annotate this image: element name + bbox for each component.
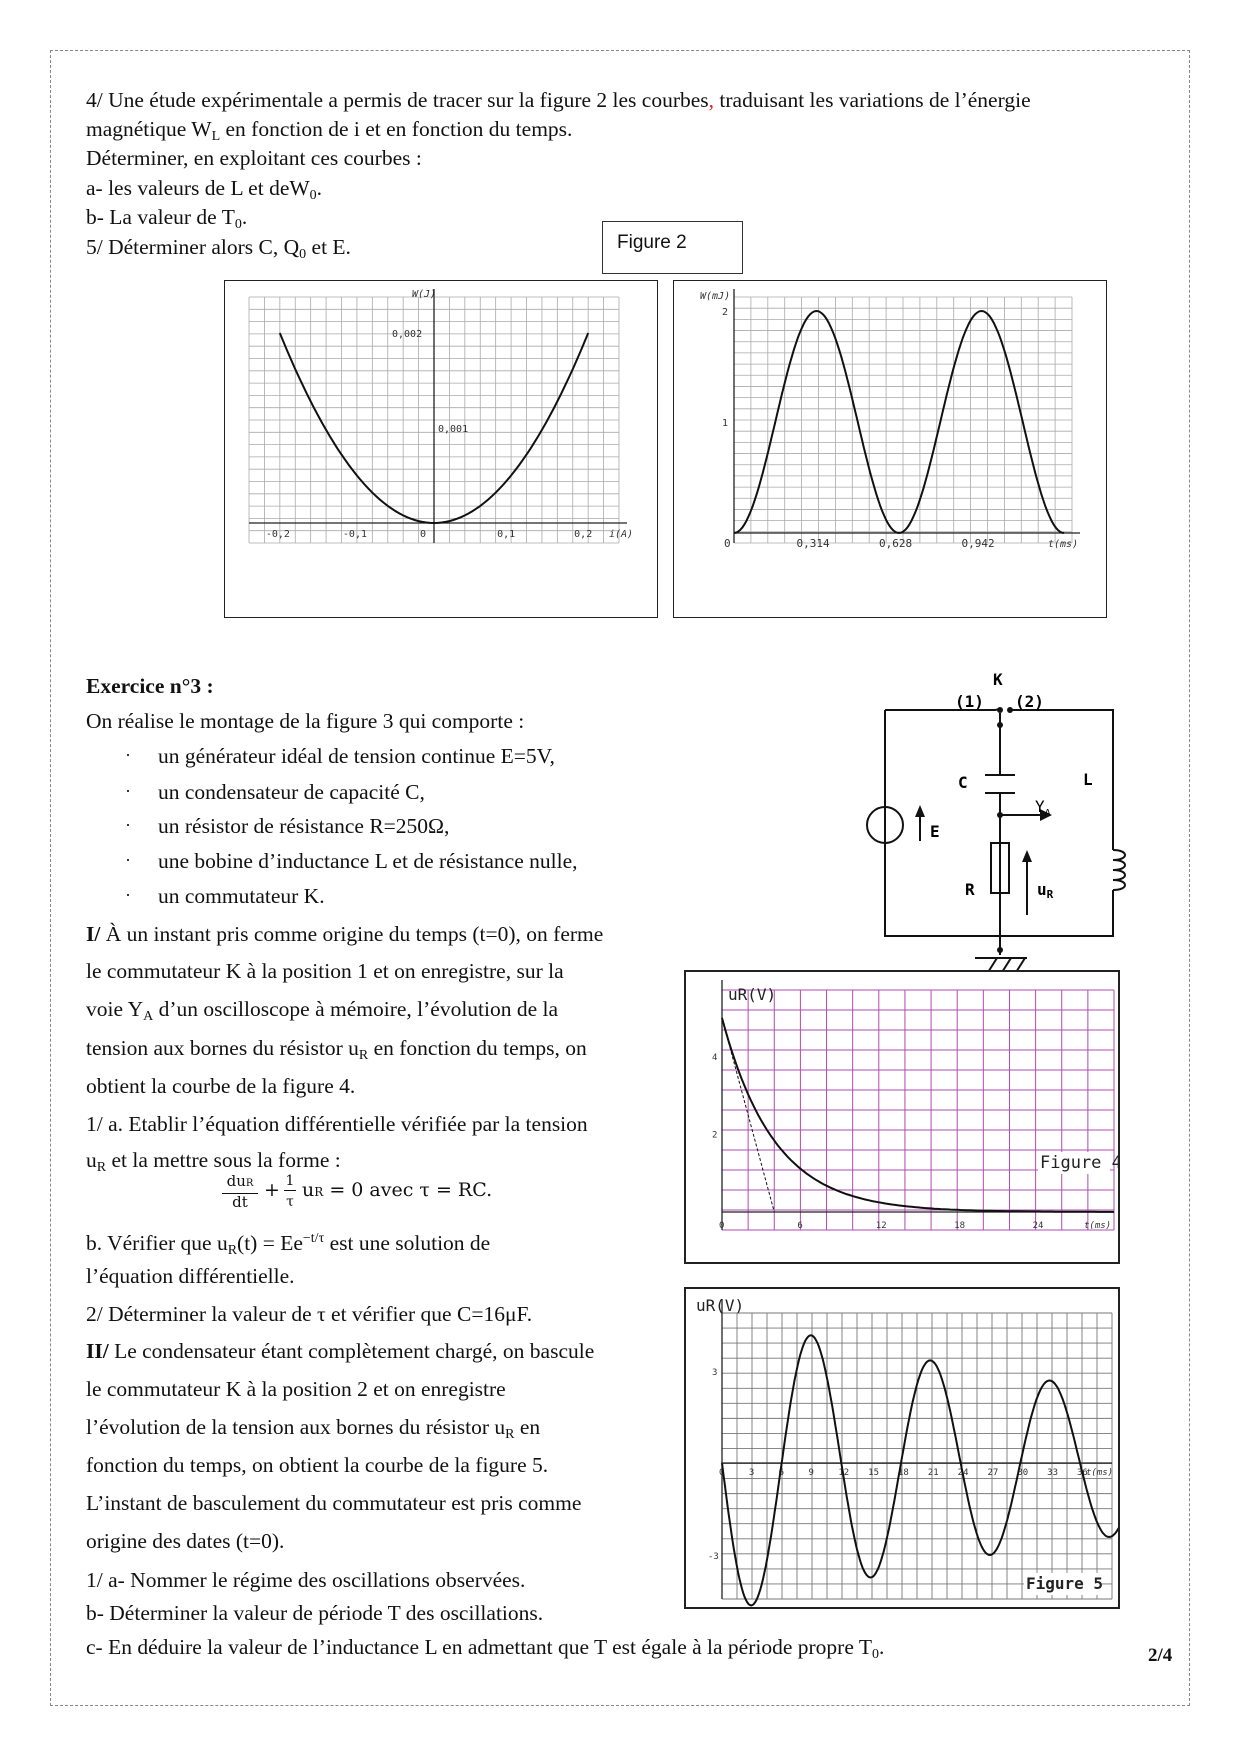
x-tick-label: 21 <box>927 1468 939 1478</box>
part-I-line2: le commutateur K à la position 1 et on enregistre, sur la <box>86 959 564 983</box>
x-tick-label: 18 <box>898 1468 909 1478</box>
figure2-label: Figure 2 <box>602 221 743 274</box>
y-axis-label: W(mJ) <box>700 291 731 302</box>
curve-uR-decay <box>722 1018 1114 1212</box>
bullet: · <box>125 815 131 835</box>
exercise3-title: Exercice n°3 : <box>86 674 214 698</box>
figure2a-chart <box>225 281 657 617</box>
exercise3-intro: On réalise le montage de la figure 3 qui comporte : <box>86 709 525 733</box>
x-tick-label: 24 <box>1032 1221 1044 1231</box>
x-axis-label: t(ms) <box>1048 539 1079 550</box>
bullet: · <box>125 850 131 870</box>
switch-pivot <box>997 707 1003 713</box>
figure3-circuit <box>855 665 1135 995</box>
x-tick-label: 0 <box>719 1468 725 1478</box>
node-probe <box>997 812 1003 818</box>
x-tick-label: 12 <box>838 1468 850 1478</box>
x-tick-label: 0,314 <box>796 537 830 550</box>
x-axis-label: t(ms) <box>1084 1221 1112 1231</box>
y-tick-label: 3 <box>712 1368 718 1378</box>
capacitor-plates <box>985 775 1015 793</box>
y-tick-label: 4 <box>712 1052 718 1063</box>
part-I-line5: obtient la courbe de la figure 4. <box>86 1074 356 1098</box>
x-axis-label: i(A) <box>609 529 634 540</box>
part-I-line3: voie $Y_A$ d’un oscilloscope à mémoire, l’évolution de la <box>86 997 559 1024</box>
eq-plus: + <box>264 1179 280 1201</box>
x-tick-label: 6 <box>778 1468 785 1478</box>
curve-W-t <box>734 311 1064 533</box>
y-tick-label: 0,002 <box>392 329 423 340</box>
probe-YA-label: $Y_A$ <box>1035 797 1051 819</box>
y-tick-label: -3 <box>708 1552 719 1562</box>
switch-contact <box>1007 707 1013 713</box>
q1a-line2: $u_R$ et la mettre sous la forme : <box>86 1148 341 1175</box>
q3a: 1/ a- Nommer le régime des oscillations observées. <box>86 1568 526 1592</box>
capacitor-label: C <box>958 773 968 792</box>
x-tick-label: 33 <box>1047 1468 1059 1478</box>
bullet: · <box>125 781 131 801</box>
resistor-label: R <box>965 880 975 899</box>
q2: 2/ Déterminer la valeur de τ et vérifier que C=16μF. <box>86 1302 533 1326</box>
list-item: une bobine d’inductance L et de résistance nulle, <box>158 849 578 873</box>
part-II-line1: II/ Le condensateur étant complètement chargé, on bascule <box>86 1339 595 1363</box>
x-tick-label: 36 <box>1077 1468 1088 1478</box>
list-item: un générateur idéal de tension continue E=5V, <box>158 744 555 768</box>
figure4-label: Figure 4 <box>1040 1153 1118 1173</box>
figure2b-box <box>673 280 1107 618</box>
y-tick-label: 2 <box>722 307 729 318</box>
figure5-label: Figure 5 <box>1026 1574 1104 1593</box>
generator-label: E <box>930 822 940 841</box>
x-tick-label: 0 <box>420 529 427 540</box>
part4-line2: magnétique $W_L$ en fonction de i et en fonction du temps. <box>86 117 573 144</box>
part-II-line4: fonction du temps, on obtient la courbe de la figure 5. <box>86 1453 549 1477</box>
list-item: un résistor de résistance R=250Ω, <box>158 814 450 838</box>
part-II-line6: origine des dates (t=0). <box>86 1529 285 1553</box>
y-tick-label: 2 <box>712 1130 718 1141</box>
figure4-chart <box>686 972 1118 1262</box>
x-tick-label: 18 <box>954 1221 966 1231</box>
x-tick-label: 0,2 <box>574 529 593 540</box>
x-tick-label: 0,1 <box>497 529 516 540</box>
q1b-line2: l’équation différentielle. <box>86 1264 295 1288</box>
inductor-coil <box>1113 850 1125 890</box>
figure2b-chart <box>674 281 1106 617</box>
q3c: c- En déduire la valeur de l’inductance L en admettant que T est égale à la période propre $T_0$. <box>86 1635 885 1662</box>
x-tick-label: 9 <box>808 1468 814 1478</box>
curve-uR-oscillation <box>722 1335 1118 1605</box>
y-tick-label: 0,001 <box>438 424 469 435</box>
x-tick-label: 0 <box>724 537 731 550</box>
x-tick-label: 6 <box>797 1221 803 1231</box>
eq-frac2-den: τ <box>286 1194 294 1210</box>
q3b: b- Déterminer la valeur de période T des oscillations. <box>86 1601 544 1625</box>
eq-fraction-num: duR <box>222 1172 258 1194</box>
part-II-line3: l’évolution de la tension aux bornes du résistor $u_R$ en <box>86 1415 541 1442</box>
figure4-box <box>684 970 1120 1264</box>
part-II-line2: le commutateur K à la position 2 et on enregistre <box>86 1377 506 1401</box>
part4-line4: a- les valeurs de L et deW$_0$. <box>86 176 323 203</box>
y-axis-label: uR(V) <box>728 985 777 1004</box>
inductor-label: L <box>1083 770 1093 789</box>
x-tick-label: 3 <box>748 1468 755 1478</box>
y-axis-label: W(J) <box>412 289 437 300</box>
eq-frac2-num: 1 <box>285 1173 295 1189</box>
x-tick-label: 27 <box>987 1468 999 1478</box>
x-tick-label: -0,1 <box>342 529 368 540</box>
switch-pos1-label: (1) <box>955 692 984 711</box>
part-I-line1: I/ À un instant pris comme origine du temps (t=0), on ferme <box>86 922 604 946</box>
list-item: un condensateur de capacité C, <box>158 780 425 804</box>
switch-K-label: K <box>993 670 1003 689</box>
wire-top-right <box>1010 710 1113 850</box>
x-tick-label: 0,628 <box>879 537 913 550</box>
x-tick-label: 24 <box>957 1468 969 1478</box>
figure2a-box <box>224 280 658 618</box>
y-axis-label: uR(V) <box>696 1296 745 1315</box>
arrowhead-uR <box>1022 850 1032 862</box>
node-ground <box>997 947 1003 953</box>
part4-line6: 5/ Déterminer alors C, $Q_0$ et E. <box>86 235 351 262</box>
voltage-uR-label: uR <box>1037 880 1054 901</box>
part-I-line4: tension aux bornes du résistor $u_R$ en fonction du temps, on <box>86 1036 587 1063</box>
eq-rest: uR = 0 avec τ = RC. <box>302 1179 493 1201</box>
switch-pos2-label: (2) <box>1015 692 1044 711</box>
page-number: 2/4 <box>1148 1645 1173 1666</box>
y-tick-label: 1 <box>722 418 729 429</box>
x-tick-label: -0,2 <box>265 529 290 540</box>
part4-line3: Déterminer, en exploitant ces courbes : <box>86 146 422 170</box>
x-tick-label: 30 <box>1017 1468 1029 1478</box>
x-axis-label: t(ms) <box>1086 1468 1114 1478</box>
bullet: · <box>125 885 131 905</box>
q1b-line1: b. Vérifier que $u_R(t) = Ee^{-t/\tau}$ est une solution de <box>86 1231 491 1259</box>
part4-line1: 4/ Une étude expérimentale a permis de tracer sur la figure 2 les courbes, traduisant les variations de l’énergie <box>86 88 1031 112</box>
list-item: un commutateur K. <box>158 884 325 908</box>
arrowhead-E <box>915 805 925 817</box>
x-tick-label: 12 <box>875 1221 887 1231</box>
part4-line5: b- La valeur de $T_0$. <box>86 205 248 232</box>
eq-fraction-den: dt <box>232 1193 248 1211</box>
x-tick-label: 15 <box>868 1468 880 1478</box>
x-tick-label: 0,942 <box>961 537 995 550</box>
x-tick-label: 0 <box>719 1221 725 1231</box>
part-II-line5: L’instant de basculement du commutateur est pris comme <box>86 1491 582 1515</box>
node-switch <box>997 722 1003 728</box>
figure5-box <box>684 1287 1120 1609</box>
bullet: · <box>125 745 131 765</box>
figure5-chart <box>686 1289 1118 1607</box>
q1a-line1: 1/ a. Etablir l’équation différentielle vérifiée par la tension <box>86 1112 588 1136</box>
